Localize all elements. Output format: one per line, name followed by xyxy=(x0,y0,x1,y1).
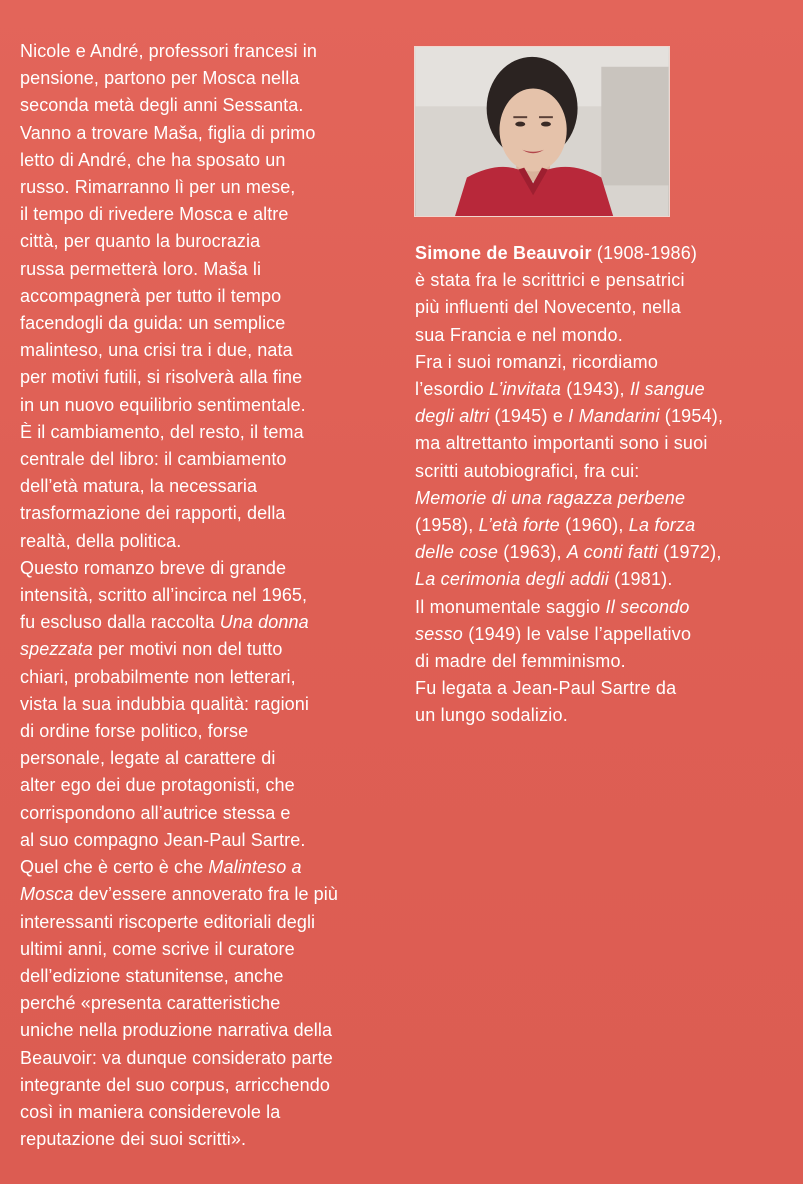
synopsis-line xyxy=(20,528,392,555)
italic-title: Il sangue xyxy=(629,379,705,400)
synopsis-text xyxy=(20,38,392,1153)
text-segment: (1945) e xyxy=(489,406,569,427)
text-segment: corrispondono all’autrice stessa e xyxy=(20,802,291,823)
italic-title: I Mandarini xyxy=(568,406,660,427)
bio-line xyxy=(415,349,795,376)
italic-title: La cerimonia degli addii xyxy=(415,569,609,590)
text-segment: personale, legate al carattere di xyxy=(20,748,276,769)
text-segment: chiari, probabilmente non letterari, xyxy=(20,666,296,687)
bio-line xyxy=(415,376,795,403)
synopsis-line xyxy=(20,664,392,691)
text-segment: (1954), xyxy=(659,406,724,427)
portrait-illustration xyxy=(415,47,669,216)
author-bio-text xyxy=(415,240,795,730)
bio-line xyxy=(415,322,795,349)
text-segment: vista la sua indubbia qualità: ragioni xyxy=(20,693,309,714)
synopsis-line xyxy=(20,446,392,473)
synopsis-line xyxy=(20,691,392,718)
text-segment: Vanno a trovare Maša, figlia di primo xyxy=(20,122,316,143)
text-segment: Beauvoir: va dunque considerato parte xyxy=(20,1047,333,1068)
italic-title: Una donna xyxy=(219,612,309,633)
synopsis-line xyxy=(20,582,392,609)
synopsis-line xyxy=(20,772,392,799)
text-segment: di madre del femminismo. xyxy=(415,651,626,672)
text-segment: Quel che è certo è che xyxy=(20,857,209,878)
text-segment: città, per quanto la burocrazia xyxy=(20,231,261,252)
text-segment: per motivi non del tutto xyxy=(92,639,283,660)
synopsis-line xyxy=(20,201,392,228)
italic-title: delle cose xyxy=(415,542,499,563)
italic-title: sesso xyxy=(415,623,464,644)
synopsis-line xyxy=(20,936,392,963)
synopsis-line xyxy=(20,256,392,283)
synopsis-line xyxy=(20,392,392,419)
text-segment: dell’edizione statunitense, anche xyxy=(20,965,284,986)
italic-title: spezzata xyxy=(20,639,93,660)
bio-line xyxy=(415,485,795,512)
text-segment: trasformazione dei rapporti, della xyxy=(20,503,286,524)
text-segment: russo. Rimarranno lì per un mese, xyxy=(20,177,296,198)
bio-line xyxy=(415,675,795,702)
text-segment: interessanti riscoperte editoriali degli xyxy=(20,911,316,932)
synopsis-line xyxy=(20,228,392,255)
text-segment: russa permetterà loro. Maša li xyxy=(20,258,262,279)
text-segment: perché «presenta caratteristiche xyxy=(20,993,281,1014)
text-segment: al suo compagno Jean-Paul Sartre. xyxy=(20,829,306,850)
text-segment: centrale del libro: il cambiamento xyxy=(20,449,287,470)
text-segment: (1960), xyxy=(559,515,629,536)
text-segment: sua Francia e nel mondo. xyxy=(415,324,623,345)
text-segment: letto di André, che ha sposato un xyxy=(20,149,286,170)
italic-title: Memorie di una ragazza perbene xyxy=(415,487,686,508)
synopsis-line xyxy=(20,1045,392,1072)
bio-line xyxy=(415,702,795,729)
synopsis-line xyxy=(20,120,392,147)
synopsis-line xyxy=(20,92,392,119)
synopsis-line xyxy=(20,1017,392,1044)
synopsis-line xyxy=(20,419,392,446)
text-segment: integrante del suo corpus, arricchendo xyxy=(20,1074,330,1095)
text-segment: dev’essere annoverato fra le più xyxy=(73,884,338,905)
synopsis-line xyxy=(20,881,392,908)
synopsis-line xyxy=(20,1072,392,1099)
synopsis-line xyxy=(20,636,392,663)
text-segment: Fu legata a Jean-Paul Sartre da xyxy=(415,678,677,699)
italic-title: L’invitata xyxy=(489,379,562,400)
text-segment: (1908-1986) xyxy=(591,243,698,263)
synopsis-line xyxy=(20,718,392,745)
synopsis-line xyxy=(20,310,392,337)
synopsis-line xyxy=(20,800,392,827)
text-segment: l’esordio xyxy=(415,379,490,400)
text-segment: (1958), xyxy=(415,515,479,536)
synopsis-line xyxy=(20,963,392,990)
text-segment: dell’età matura, la necessaria xyxy=(20,476,258,497)
italic-title: degli altri xyxy=(415,406,490,427)
text-segment: Il monumentale saggio xyxy=(415,596,606,617)
text-segment: (1963), xyxy=(498,542,567,563)
text-segment: in un nuovo equilibrio sentimentale. xyxy=(20,394,306,415)
text-segment: facendogli da guida: un semplice xyxy=(20,313,286,334)
author-portrait-photo xyxy=(414,46,670,217)
synopsis-line xyxy=(20,364,392,391)
text-segment: (1972), xyxy=(657,542,722,563)
bio-line xyxy=(415,403,795,430)
text-segment: ma altrettanto importanti sono i suoi xyxy=(415,433,708,454)
author-name: Simone de Beauvoir xyxy=(415,243,592,263)
italic-title: L’età forte xyxy=(478,515,560,536)
text-segment: È il cambiamento, del resto, il tema xyxy=(20,421,304,442)
text-segment: un lungo sodalizio. xyxy=(415,705,568,726)
text-segment: così in maniera considerevole la xyxy=(20,1101,281,1122)
synopsis-line xyxy=(20,147,392,174)
synopsis-line xyxy=(20,609,392,636)
text-segment: intensità, scritto all’incirca nel 1965, xyxy=(20,585,308,606)
text-segment: accompagnerà per tutto il tempo xyxy=(20,285,282,306)
italic-title: Il secondo xyxy=(605,596,690,617)
text-segment: fu escluso dalla raccolta xyxy=(20,612,220,633)
synopsis-line xyxy=(20,283,392,310)
synopsis-line xyxy=(20,745,392,772)
text-segment: è stata fra le scrittrici e pensatrici xyxy=(415,270,685,291)
synopsis-line xyxy=(20,1126,392,1153)
bio-line xyxy=(415,240,795,267)
synopsis-line xyxy=(20,500,392,527)
synopsis-line xyxy=(20,1099,392,1126)
synopsis-line xyxy=(20,65,392,92)
synopsis-line xyxy=(20,473,392,500)
text-segment: più influenti del Novecento, nella xyxy=(415,297,681,318)
bio-line xyxy=(415,430,795,457)
text-segment: alter ego dei due protagonisti, che xyxy=(20,775,295,796)
italic-title: La forza xyxy=(628,515,696,536)
text-segment: ultimi anni, come scrive il curatore xyxy=(20,938,295,959)
text-segment: per motivi futili, si risolverà alla fine xyxy=(20,367,303,388)
bio-line xyxy=(415,458,795,485)
text-segment: scritti autobiografici, fra cui: xyxy=(415,460,640,481)
synopsis-line xyxy=(20,38,392,65)
text-segment: seconda metà degli anni Sessanta. xyxy=(20,95,304,116)
text-segment: di ordine forse politico, forse xyxy=(20,721,249,742)
italic-title: Malinteso a xyxy=(208,857,302,878)
synopsis-line xyxy=(20,909,392,936)
synopsis-line xyxy=(20,990,392,1017)
bio-line xyxy=(415,648,795,675)
italic-title: A conti fatti xyxy=(566,542,658,563)
text-segment: (1949) le valse l’appellativo xyxy=(463,623,692,644)
synopsis-line xyxy=(20,827,392,854)
text-segment: uniche nella produzione narrativa della xyxy=(20,1020,333,1041)
bio-line xyxy=(415,594,795,621)
synopsis-line xyxy=(20,174,392,201)
bio-line xyxy=(415,621,795,648)
text-segment: Fra i suoi romanzi, ricordiamo xyxy=(415,351,659,372)
text-segment: pensione, partono per Mosca nella xyxy=(20,68,300,89)
bio-line xyxy=(415,267,795,294)
text-segment: il tempo di rivedere Mosca e altre xyxy=(20,204,289,225)
text-segment: Nicole e André, professori francesi in xyxy=(20,41,317,61)
synopsis-line xyxy=(20,337,392,364)
bio-line xyxy=(415,566,795,593)
bio-line xyxy=(415,512,795,539)
bio-line xyxy=(415,294,795,321)
text-segment: realtà, della politica. xyxy=(20,530,182,551)
synopsis-line xyxy=(20,555,392,582)
text-segment: (1943), xyxy=(561,379,630,400)
bio-line xyxy=(415,539,795,566)
italic-title: Mosca xyxy=(20,884,74,905)
text-segment: Questo romanzo breve di grande xyxy=(20,557,287,578)
text-segment: (1981). xyxy=(608,569,673,590)
synopsis-line xyxy=(20,854,392,881)
text-segment: malinteso, una crisi tra i due, nata xyxy=(20,340,293,361)
text-segment: reputazione dei suoi scritti». xyxy=(20,1129,247,1150)
